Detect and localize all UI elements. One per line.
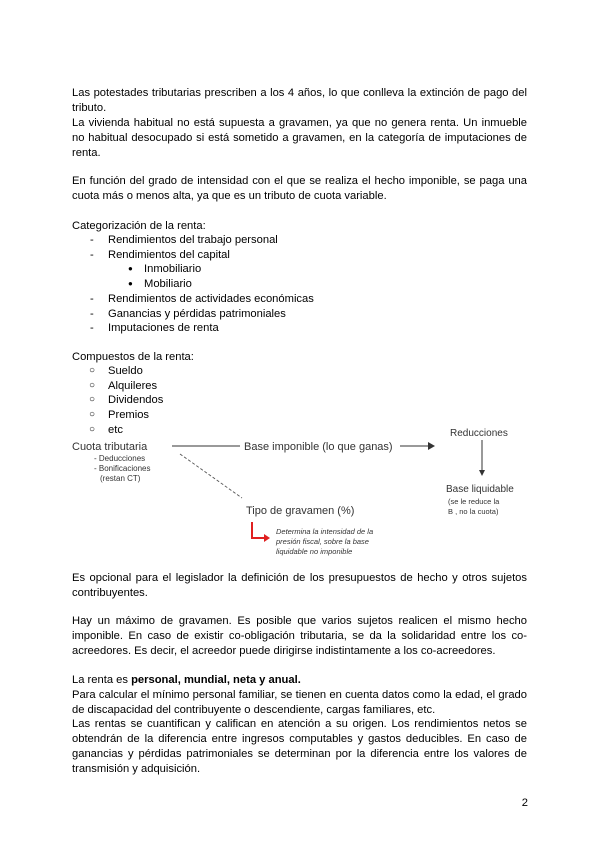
- list-item: ● Mobiliario: [72, 277, 527, 292]
- restan-label: (restan CT): [100, 474, 141, 483]
- paragraph-maximo: Hay un máximo de gravamen. Es posible que varios sujetos realicen el mismo hecho imponible. En caso de existir co-obligación tributaria, se da la solidaridad entre los co-acreedores. Es decir, el acreedor puede dirigirse indistintamente a los co-acreedores.: [72, 615, 527, 657]
- categorizacion-title: Categorización de la renta:: [72, 220, 206, 232]
- categorizacion-list: [72, 233, 527, 336]
- list-item: ○ Sueldo: [72, 364, 527, 379]
- note-line-1: Determina la intensidad de la: [276, 527, 374, 536]
- paragraph-vivienda: La vivienda habitual no está supuesta a gravamen, ya que no genera renta. Un inmueble no habitual desocupado si está sometido a gravamen, en la categoría de imputaciones de renta.: [72, 117, 527, 159]
- paragraph-minimo: Para calcular el mínimo personal familiar, se tienen en cuenta datos como la edad, el grado de discapacidad del contribuyente o descendiente, cargas familiares, etc.: [72, 689, 527, 716]
- red-arrow-icon: [252, 522, 266, 538]
- list-item: ○ Premios: [72, 408, 527, 423]
- tipo-gravamen-label: Tipo de gravamen (%): [246, 505, 355, 517]
- list-item: - Imputaciones de renta: [72, 321, 527, 336]
- compuestos-title: Compuestos de la renta:: [72, 351, 194, 363]
- paragraph-prescripcion: Las potestades tributarias prescriben a los 4 años, lo que conlleva la extinción de pago del tributo.: [72, 87, 527, 114]
- list-item: - Rendimientos del capital: [72, 248, 527, 263]
- dashed-line-to-tipo: [180, 454, 242, 498]
- bl-note-2: B , no la cuota): [448, 507, 499, 516]
- list-item: - Ganancias y pérdidas patrimoniales: [72, 307, 527, 322]
- list-item: - Rendimientos de actividades económicas: [72, 292, 527, 307]
- cuota-label: Cuota tributaria: [72, 441, 148, 453]
- list-item: ○ Alquileres: [72, 379, 527, 394]
- bonificaciones-label: - Bonificaciones: [94, 464, 151, 473]
- paragraph-intensidad: En función del grado de intensidad con el que se realiza el hecho imponible, se paga una cuota más o menos alta, ya que es un tributo de cuota variable.: [72, 175, 527, 202]
- compuestos-list: [72, 364, 527, 438]
- bl-note-1: (se le reduce la: [448, 497, 500, 506]
- arrow-head: [428, 442, 435, 450]
- reducciones-label: Reducciones: [450, 428, 508, 439]
- renta-prefix: La renta es: [72, 674, 132, 686]
- page-number: 2: [521, 797, 528, 809]
- paragraph-opcional: Es opcional para el legislador la definición de los presupuestos de hecho y otros sujetos contribuyentes.: [72, 572, 527, 599]
- paragraph-rentas: Las rentas se cuantifican y califican en atención a su origen. Los rendimientos netos se obtendrán de la diferencia entre ingresos computables y gastos deducibles. En caso de ganancias y pérdidas patrimoniales se determinan por la diferencia entre los valores de transmisión y adquisición.: [72, 718, 527, 775]
- deducciones-label: - Deducciones: [94, 454, 146, 463]
- note-line-3: liquidable no imponible: [276, 547, 353, 556]
- base-imponible-label: Base imponible (lo que ganas): [244, 441, 393, 453]
- list-item: - Rendimientos del trabajo personal: [72, 233, 527, 248]
- list-item: ○ etc: [72, 423, 527, 438]
- note-line-2: presión fiscal, sobre la base: [276, 537, 369, 546]
- red-arrow-head-icon: [264, 534, 270, 542]
- reducciones-arrow-head: [479, 470, 485, 476]
- renta-heading: [72, 673, 527, 688]
- renta-bold: personal, mundial, neta y anual.: [131, 674, 301, 686]
- list-item: ● Inmobiliario: [72, 262, 527, 277]
- list-item: ○ Dividendos: [72, 393, 527, 408]
- base-liquidable-label: Base liquidable: [446, 484, 514, 495]
